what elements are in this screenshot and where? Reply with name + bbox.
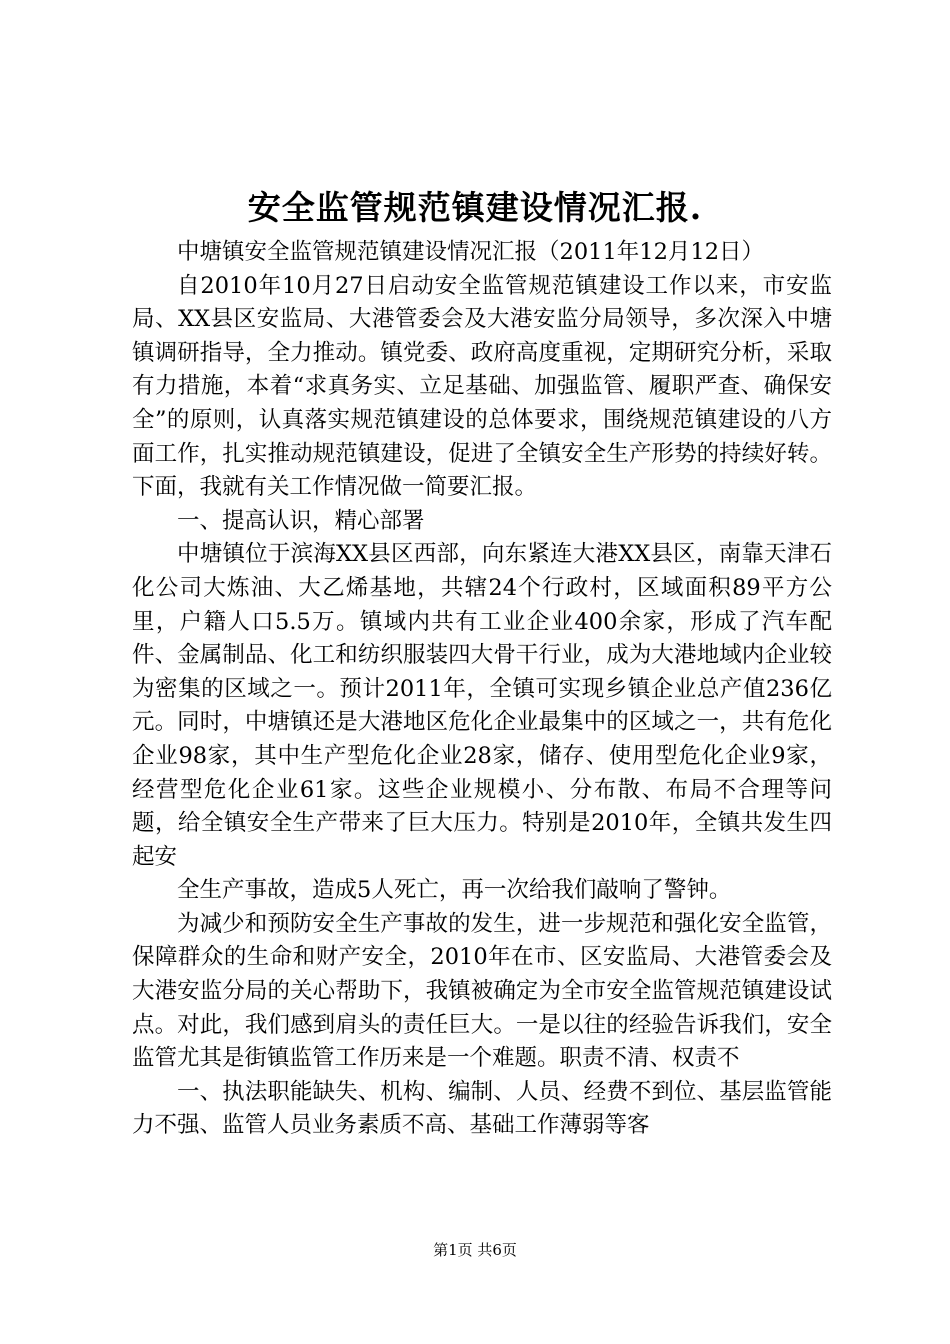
document-title: 安全监管规范镇建设情况汇报. xyxy=(247,188,703,227)
document-body xyxy=(132,236,832,1143)
page-number-footer: 第1页 共6页 xyxy=(433,1241,517,1259)
pilot-paragraph: 为减少和预防安全生产事故的发生，进一步规范和强化安全监管，保障群众的生命和财产安全，2010年在市、区安监局、大港管委会及大港安监分局的关心帮助下，我镇被确定为全市安全监管规范镇建设试点。对此，我们感到肩头的责任巨大。一是以往的经验告诉我们，安全监管尤其是街镇监管工作历来是一个难题。职责不清、权责不 xyxy=(132,910,832,1072)
section-heading: 一、提高认识，精心部署 xyxy=(177,507,425,534)
accident-paragraph: 全生产事故，造成5人死亡，再一次给我们敲响了警钟。 xyxy=(177,877,732,904)
intro-paragraph: 自2010年10月27日启动安全监管规范镇建设工作以来，市安监局、XX县区安监局、大港管委会及大港安监分局领导，多次深入中塘镇调研指导，全力推动。镇党委、政府高度重视，定期研究分析，采取有力措施，本着“求真务实、立足基础、加强监管、履职严查、确保安全”的原则，认真落实规范镇建设的总体要求，围绕规范镇建设的八方面工作，扎实推动规范镇建设，促进了全镇安全生产形势的持续好转。下面，我就有关工作情况做一简要汇报。 xyxy=(132,272,832,501)
issues-paragraph: 一、执法职能缺失、机构、编制、人员、经费不到位、基层监管能力不强、监管人员业务素质不高、基础工作薄弱等客 xyxy=(132,1078,832,1139)
report-subtitle-paragraph: 中塘镇安全监管规范镇建设情况汇报（2011年12月12日） xyxy=(177,239,765,265)
town-overview-paragraph: 中塘镇位于滨海XX县区西部，向东紧连大港XX县区，南靠天津石化公司大炼油、大乙烯基地，共辖24个行政村，区域面积89平方公里，户籍人口5.5万。镇域内共有工业企业400余家，形成了汽车配件、金属制品、化工和纺织服装四大骨干行业，成为大港地域内企业较为密集的区域之一。预计2011年，全镇可实现乡镇企业总产值236亿元。同时，中塘镇还是大港地区危化企业最集中的区域之一，共有危化企业98家，其中生产型危化企业28家，储存、使用型危化企业9家，经营型危化企业61家。这些企业规模小、分布散、布局不合理等问题，给全镇安全生产带来了巨大压力。特别是2010年，全镇共发生四起安 xyxy=(132,541,832,870)
